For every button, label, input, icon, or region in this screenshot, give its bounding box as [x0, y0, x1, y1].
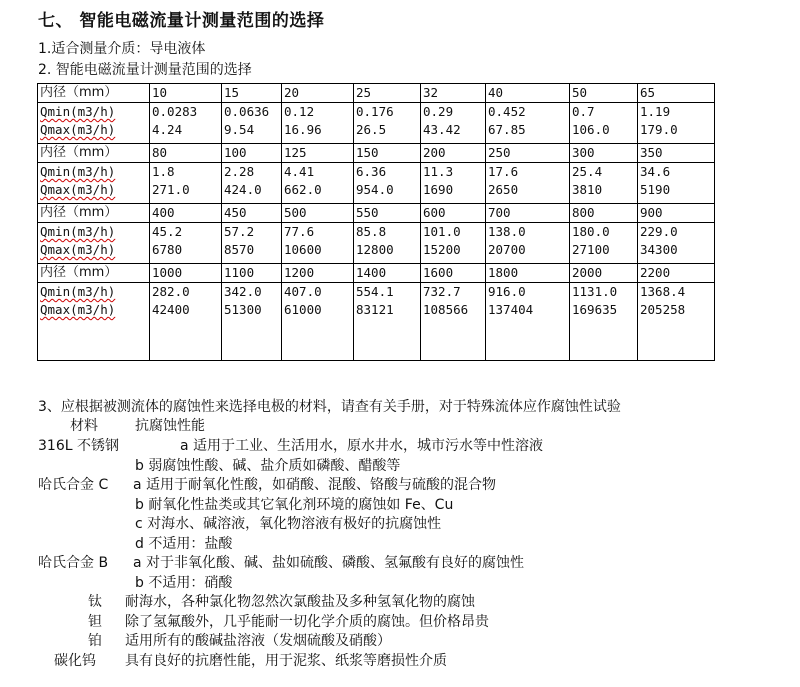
size-label: 内径（mm） — [38, 84, 150, 103]
flow-cell — [486, 103, 570, 144]
flow-cell — [282, 163, 354, 204]
size-cell: 2200 — [638, 264, 715, 283]
flow-cell — [222, 163, 282, 204]
qmin-value: 0.29 — [423, 104, 454, 119]
flow-cell — [222, 283, 282, 361]
size-row — [38, 144, 715, 163]
qmax-value: 662.0 — [284, 182, 322, 197]
flow-cell — [570, 223, 638, 264]
size-cell: 32 — [421, 84, 486, 103]
qmax-value: 42400 — [152, 302, 190, 317]
material-name: 哈氏合金 C — [38, 477, 109, 493]
size-cell: 350 — [638, 144, 715, 163]
flow-cell — [421, 103, 486, 144]
flow-cell — [638, 223, 715, 264]
flow-cell — [150, 163, 222, 204]
material-property: 具有良好的抗磨性能，用于泥浆、纸浆等磨损性介质 — [125, 652, 447, 669]
size-cell: 65 — [638, 84, 715, 103]
qmax-value: 271.0 — [152, 182, 190, 197]
flow-cell — [282, 283, 354, 361]
qmin-label: Qmin(m3/h) — [40, 224, 116, 239]
size-label: 内径（mm） — [38, 264, 150, 283]
qmax-value: 51300 — [224, 302, 262, 317]
flow-cell — [570, 103, 638, 144]
qmin-value: 180.0 — [572, 224, 610, 239]
qmax-value: 20700 — [488, 242, 526, 257]
qmin-value: 4.41 — [284, 164, 315, 179]
flow-labels — [38, 163, 150, 204]
flow-cell — [638, 283, 715, 361]
material-property: a 适用于工业、生活用水，原水井水，城市污水等中性溶液 — [180, 438, 544, 454]
qmin-value: 85.8 — [356, 224, 387, 239]
flow-labels — [38, 103, 150, 144]
qmin-value: 916.0 — [488, 284, 526, 299]
flow-row — [38, 163, 715, 204]
qmax-value: 3810 — [572, 182, 603, 197]
qmax-value: 26.5 — [356, 122, 387, 137]
item-1: 1.适合测量介质：导电液体 — [38, 41, 206, 57]
flow-cell — [638, 163, 715, 204]
flow-cell — [354, 223, 421, 264]
flow-cell — [222, 103, 282, 144]
material-property: d 不适用：盐酸 — [135, 535, 233, 552]
qmin-value: 34.6 — [640, 164, 671, 179]
flow-cell — [354, 283, 421, 361]
flow-cell — [222, 223, 282, 264]
qmax-value: 108566 — [423, 302, 469, 317]
qmin-value: 25.4 — [572, 164, 603, 179]
material-property: 适用所有的酸碱盐溶液（发烟硫酸及硝酸） — [125, 633, 391, 649]
qmin-value: 77.6 — [284, 224, 315, 239]
material-name: 碳化钨 — [54, 652, 96, 669]
flow-cell — [354, 163, 421, 204]
size-cell: 80 — [150, 144, 222, 163]
flow-cell — [282, 103, 354, 144]
qmax-value: 179.0 — [640, 122, 678, 137]
qmin-value: 1.19 — [640, 104, 671, 119]
section-heading: 七、 智能电磁流量计测量范围的选择 — [38, 11, 325, 31]
size-cell: 40 — [486, 84, 570, 103]
material-property: 除了氢氟酸外，几乎能耐一切化学介质的腐蚀。但价格昂贵 — [125, 613, 489, 630]
qmin-value: 0.176 — [356, 104, 394, 119]
size-row — [38, 204, 715, 223]
qmax-value: 10600 — [284, 242, 322, 257]
flow-cell — [486, 283, 570, 361]
qmax-value: 424.0 — [224, 182, 262, 197]
qmax-value: 27100 — [572, 242, 610, 257]
size-row — [38, 264, 715, 283]
qmax-value: 8570 — [224, 242, 255, 257]
qmin-value: 732.7 — [423, 284, 461, 299]
size-cell: 1200 — [282, 264, 354, 283]
qmax-value: 6780 — [152, 242, 183, 257]
size-cell: 1100 — [222, 264, 282, 283]
material-name: 哈氏合金 B — [38, 555, 109, 571]
flow-cell — [150, 283, 222, 361]
size-cell: 2000 — [570, 264, 638, 283]
material-name: 铂 — [88, 633, 102, 649]
qmax-value: 1690 — [423, 182, 454, 197]
qmax-value: 954.0 — [356, 182, 394, 197]
qmin-label: Qmin(m3/h) — [40, 104, 116, 119]
size-cell: 125 — [282, 144, 354, 163]
flow-labels — [38, 223, 150, 264]
qmin-value: 0.0636 — [224, 104, 270, 119]
qmin-value: 2.28 — [224, 164, 255, 179]
size-cell: 150 — [354, 144, 421, 163]
qmax-value: 67.85 — [488, 122, 526, 137]
flow-row — [38, 283, 715, 361]
qmax-value: 9.54 — [224, 122, 255, 137]
qmin-value: 282.0 — [152, 284, 190, 299]
qmin-value: 554.1 — [356, 284, 394, 299]
flow-row — [38, 103, 715, 144]
qmin-value: 342.0 — [224, 284, 262, 299]
range-table — [37, 83, 715, 361]
qmax-label: Qmax(m3/h) — [40, 122, 116, 137]
size-cell: 1400 — [354, 264, 421, 283]
material-property: b 弱腐蚀性酸、碱、盐介质如磷酸、醋酸等 — [135, 457, 401, 474]
qmax-value: 5190 — [640, 182, 671, 197]
size-cell: 400 — [150, 204, 222, 223]
size-cell: 900 — [638, 204, 715, 223]
qmin-value: 0.452 — [488, 104, 526, 119]
flow-cell — [421, 163, 486, 204]
qmax-label: Qmax(m3/h) — [40, 302, 116, 317]
material-property: c 对海水、碱溶液，氧化物溶液有极好的抗腐蚀性 — [135, 516, 442, 532]
size-label: 内径（mm） — [38, 144, 150, 163]
qmin-label: Qmin(m3/h) — [40, 164, 116, 179]
size-cell: 700 — [486, 204, 570, 223]
qmin-value: 1.8 — [152, 164, 175, 179]
qmin-value: 229.0 — [640, 224, 678, 239]
qmax-value: 83121 — [356, 302, 394, 317]
size-cell: 1000 — [150, 264, 222, 283]
material-property: 耐海水，各种氯化物忽然次氯酸盐及多种氢氧化物的腐蚀 — [125, 594, 475, 610]
size-cell: 10 — [150, 84, 222, 103]
size-cell: 600 — [421, 204, 486, 223]
qmax-value: 4.24 — [152, 122, 183, 137]
flow-cell — [282, 223, 354, 264]
qmin-value: 138.0 — [488, 224, 526, 239]
qmax-value: 43.42 — [423, 122, 461, 137]
qmin-label: Qmin(m3/h) — [40, 284, 116, 299]
size-cell: 1800 — [486, 264, 570, 283]
flow-cell — [486, 223, 570, 264]
size-cell: 550 — [354, 204, 421, 223]
qmax-value: 61000 — [284, 302, 322, 317]
material-property: b 不适用：硝酸 — [135, 574, 233, 591]
qmin-value: 17.6 — [488, 164, 519, 179]
size-cell: 450 — [222, 204, 282, 223]
material-property: a 对于非氧化酸、碱、盐如硫酸、磷酸、氢氟酸有良好的腐蚀性 — [133, 555, 525, 571]
size-cell: 300 — [570, 144, 638, 163]
size-cell: 15 — [222, 84, 282, 103]
size-cell: 100 — [222, 144, 282, 163]
qmax-value: 2650 — [488, 182, 519, 197]
flow-cell — [150, 223, 222, 264]
size-cell: 200 — [421, 144, 486, 163]
col-header-resistance: 抗腐蚀性能 — [135, 418, 205, 434]
flow-cell — [638, 103, 715, 144]
flow-cell — [150, 103, 222, 144]
qmin-value: 6.36 — [356, 164, 387, 179]
qmax-label: Qmax(m3/h) — [40, 182, 116, 197]
col-header-material: 材料 — [70, 418, 98, 434]
qmin-value: 45.2 — [152, 224, 183, 239]
flow-cell — [570, 163, 638, 204]
qmax-value: 34300 — [640, 242, 678, 257]
qmax-value: 169635 — [572, 302, 618, 317]
qmin-value: 1131.0 — [572, 284, 618, 299]
qmax-value: 16.96 — [284, 122, 322, 137]
size-row — [38, 84, 715, 103]
size-cell: 50 — [570, 84, 638, 103]
size-cell: 250 — [486, 144, 570, 163]
qmin-value: 0.0283 — [152, 104, 198, 119]
flow-row — [38, 223, 715, 264]
qmax-value: 106.0 — [572, 122, 610, 137]
flow-cell — [570, 283, 638, 361]
size-cell: 1600 — [421, 264, 486, 283]
qmax-value: 12800 — [356, 242, 394, 257]
material-name: 钽 — [88, 613, 102, 630]
qmin-value: 57.2 — [224, 224, 255, 239]
size-cell: 500 — [282, 204, 354, 223]
size-label: 内径（mm） — [38, 204, 150, 223]
item-2: 2. 智能电磁流量计测量范围的选择 — [38, 62, 252, 78]
qmax-value: 15200 — [423, 242, 461, 257]
material-name: 316L 不锈钢 — [38, 438, 119, 454]
qmax-label: Qmax(m3/h) — [40, 242, 116, 257]
qmin-value: 0.7 — [572, 104, 595, 119]
qmin-value: 101.0 — [423, 224, 461, 239]
size-cell: 25 — [354, 84, 421, 103]
flow-cell — [486, 163, 570, 204]
material-property: b 耐氧化性盐类或其它氧化剂环境的腐蚀如 Fe、Cu — [135, 496, 454, 513]
material-name: 钛 — [88, 594, 102, 610]
qmax-value: 205258 — [640, 302, 686, 317]
size-cell: 20 — [282, 84, 354, 103]
flow-labels — [38, 283, 150, 361]
flow-cell — [354, 103, 421, 144]
qmin-value: 0.12 — [284, 104, 315, 119]
qmax-value: 137404 — [488, 302, 534, 317]
item-3: 3、应根据被测流体的腐蚀性来选择电极的材料，请查有关手册，对于特殊流体应作腐蚀性试验 — [38, 399, 621, 415]
qmin-value: 1368.4 — [640, 284, 686, 299]
size-cell: 800 — [570, 204, 638, 223]
qmin-value: 407.0 — [284, 284, 322, 299]
flow-cell — [421, 283, 486, 361]
material-property: a 适用于耐氧化性酸，如硝酸、混酸、铬酸与硫酸的混合物 — [133, 477, 497, 493]
qmin-value: 11.3 — [423, 164, 454, 179]
flow-cell — [421, 223, 486, 264]
